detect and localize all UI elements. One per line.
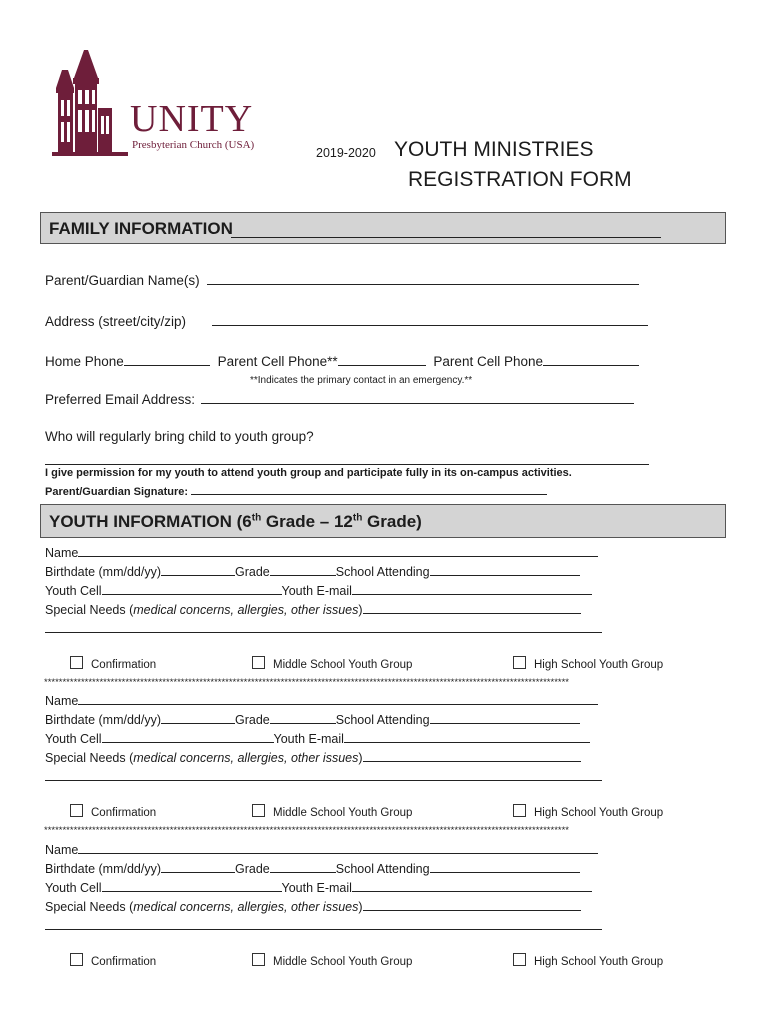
grade-field[interactable] xyxy=(270,860,336,873)
high-school-label: High School Youth Group xyxy=(534,659,664,671)
parent-cell-field[interactable] xyxy=(543,353,639,366)
birthdate-label: Birthdate (mm/dd/yy) xyxy=(45,565,162,579)
confirmation-checkbox[interactable] xyxy=(70,656,83,669)
youth-cell-label: Youth Cell xyxy=(45,881,102,895)
school-field[interactable] xyxy=(430,711,580,724)
youth-email-field[interactable] xyxy=(344,730,590,743)
special-needs-hint: medical concerns, allergies, other issues xyxy=(133,751,359,765)
youth-block-1: Name Birthdate (mm/dd/yy) Grade School Attending Youth Cell Youth E-mail Special Needs (medical concerns, allergies, other issues) Confirmation Middle School Youth Group High School Youth Group xyxy=(45,546,664,671)
high-school-label: High School Youth Group xyxy=(534,807,664,819)
special-needs-label: Special Needs ( xyxy=(45,751,134,765)
youth-block-2: Name Birthdate (mm/dd/yy) Grade School Attending Youth Cell Youth E-mail Special Needs (medical concerns, allergies, other issues) Confirmation Middle School Youth Group High School Youth Group xyxy=(45,694,664,819)
parent-names-field[interactable] xyxy=(207,272,639,285)
home-phone-field[interactable] xyxy=(124,353,210,366)
youth-name-label: Name xyxy=(45,546,79,560)
confirmation-label: Confirmation xyxy=(91,659,157,671)
youth-email-label: Youth E-mail xyxy=(281,584,352,598)
youth-cell-label: Youth Cell xyxy=(45,732,102,746)
separator-1: ********************************************************************************************************************************************** xyxy=(44,678,569,688)
high-school-checkbox[interactable] xyxy=(513,656,526,669)
middle-school-checkbox[interactable] xyxy=(252,656,265,669)
parent-cell-label: Parent Cell Phone xyxy=(433,354,543,369)
youth-name-label: Name xyxy=(45,694,79,708)
email-field[interactable] xyxy=(201,391,634,404)
youth-name-field[interactable] xyxy=(78,544,598,557)
special-needs-field-2[interactable] xyxy=(45,917,602,930)
special-needs-hint: medical concerns, allergies, other issues xyxy=(133,603,359,617)
middle-school-checkbox[interactable] xyxy=(252,953,265,966)
confirmation-checkbox[interactable] xyxy=(70,953,83,966)
special-needs-field[interactable] xyxy=(363,749,581,762)
middle-school-label: Middle School Youth Group xyxy=(273,956,413,968)
form-title-line2: REGISTRATION FORM xyxy=(408,168,632,191)
middle-school-checkbox[interactable] xyxy=(252,804,265,817)
home-phone-label: Home Phone xyxy=(45,354,124,369)
special-needs-field-2[interactable] xyxy=(45,768,602,781)
special-needs-field[interactable] xyxy=(363,601,581,614)
birthdate-field[interactable] xyxy=(161,563,235,576)
email-row xyxy=(45,391,634,408)
youth-cell-label: Youth Cell xyxy=(45,584,102,598)
parent-names-row xyxy=(45,272,639,289)
parent-cell-primary-field[interactable] xyxy=(338,353,426,366)
form-title-line1: YOUTH MINISTRIES xyxy=(394,138,594,161)
address-field[interactable] xyxy=(212,313,648,326)
family-section-header xyxy=(40,212,726,244)
high-school-checkbox[interactable] xyxy=(513,953,526,966)
phone-row xyxy=(45,353,639,370)
high-school-checkbox[interactable] xyxy=(513,804,526,817)
school-label: School Attending xyxy=(335,713,430,727)
confirmation-label: Confirmation xyxy=(91,956,157,968)
school-label: School Attending xyxy=(335,862,430,876)
permission-statement: I give permission for my youth to attend youth group and participate fully in its on-campus activities. xyxy=(45,467,572,479)
youth-name-field[interactable] xyxy=(78,841,598,854)
primary-contact-note: **Indicates the primary contact in an emergency.** xyxy=(250,375,473,386)
high-school-label: High School Youth Group xyxy=(534,956,664,968)
family-heading: FAMILY INFORMATION xyxy=(49,219,233,238)
birthdate-field[interactable] xyxy=(161,711,235,724)
birthdate-label: Birthdate (mm/dd/yy) xyxy=(45,862,162,876)
school-label: School Attending xyxy=(335,565,430,579)
special-needs-hint: medical concerns, allergies, other issues xyxy=(133,900,359,914)
grade-field[interactable] xyxy=(270,711,336,724)
youth-cell-field[interactable] xyxy=(102,879,282,892)
youth-email-field[interactable] xyxy=(352,879,592,892)
email-label: Preferred Email Address: xyxy=(45,392,196,407)
birthdate-label: Birthdate (mm/dd/yy) xyxy=(45,713,162,727)
family-heading-line xyxy=(231,225,661,238)
grade-label: Grade xyxy=(235,862,270,876)
middle-school-label: Middle School Youth Group xyxy=(273,807,413,819)
transport-field[interactable] xyxy=(45,452,649,465)
special-needs-field[interactable] xyxy=(363,898,581,911)
middle-school-label: Middle School Youth Group xyxy=(273,659,413,671)
youth-heading: YOUTH INFORMATION (6th Grade – 12th Grade) xyxy=(49,512,422,531)
church-tower-icon xyxy=(48,48,128,158)
school-field[interactable] xyxy=(430,563,580,576)
signature-field[interactable] xyxy=(191,484,547,495)
youth-block-3: Name Birthdate (mm/dd/yy) Grade School Attending Youth Cell Youth E-mail Special Needs (medical concerns, allergies, other issues) Confirmation Middle School Youth Group High School Youth Group xyxy=(45,843,664,968)
youth-email-label: Youth E-mail xyxy=(273,732,344,746)
special-needs-label: Special Needs ( xyxy=(45,900,134,914)
youth-section-header xyxy=(40,504,726,538)
separator-2: ********************************************************************************************************************************************** xyxy=(44,826,569,836)
youth-name-label: Name xyxy=(45,843,79,857)
logo-subtitle: Presbyterian Church (USA) xyxy=(132,139,255,151)
youth-email-field[interactable] xyxy=(352,582,592,595)
confirmation-checkbox[interactable] xyxy=(70,804,83,817)
church-logo xyxy=(48,48,272,158)
youth-cell-field[interactable] xyxy=(102,582,282,595)
transport-question: Who will regularly bring child to youth group? xyxy=(45,429,314,444)
signature-label: Parent/Guardian Signature: xyxy=(45,486,189,498)
youth-cell-field[interactable] xyxy=(102,730,274,743)
address-row xyxy=(45,313,648,330)
form-year: 2019-2020 xyxy=(316,146,376,160)
youth-email-label: Youth E-mail xyxy=(281,881,352,895)
grade-label: Grade xyxy=(235,565,270,579)
address-label: Address (street/city/zip) xyxy=(45,314,187,329)
special-needs-label: Special Needs ( xyxy=(45,603,134,617)
youth-name-field[interactable] xyxy=(78,692,598,705)
grade-field[interactable] xyxy=(270,563,336,576)
grade-label: Grade xyxy=(235,713,270,727)
school-field[interactable] xyxy=(430,860,580,873)
confirmation-label: Confirmation xyxy=(91,807,157,819)
parent-names-label: Parent/Guardian Name(s) xyxy=(45,273,200,288)
special-needs-field-2[interactable] xyxy=(45,620,602,633)
signature-row xyxy=(45,484,547,498)
birthdate-field[interactable] xyxy=(161,860,235,873)
parent-cell-primary-label: Parent Cell Phone** xyxy=(217,354,338,369)
logo-name: UNITY xyxy=(130,98,254,140)
